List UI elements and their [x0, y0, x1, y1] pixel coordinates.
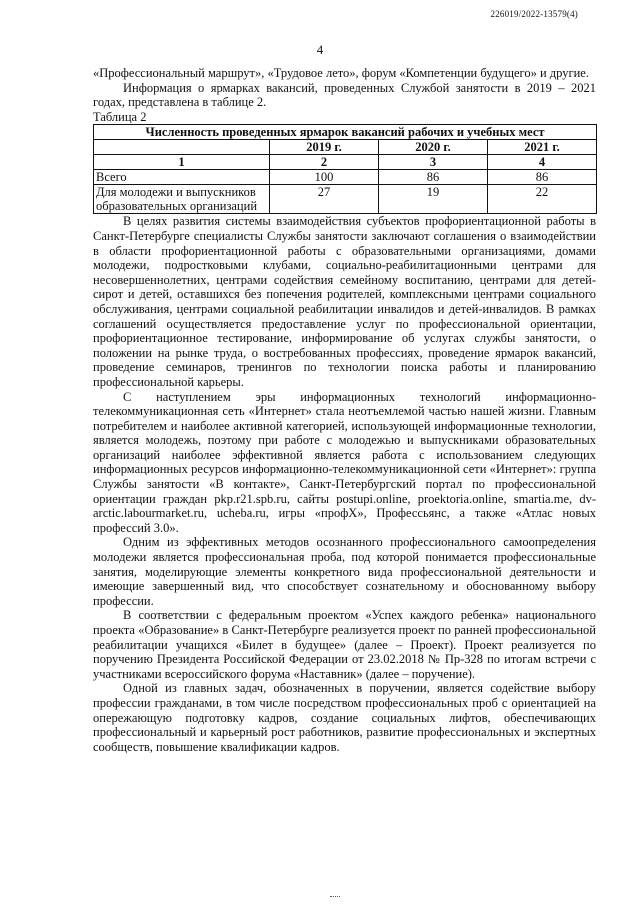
paragraph: В целях развития системы взаимодействия субъектов профориентационной работы в Санкт-Петербурге специалисты Службы занятости заключают соглашения о взаимодействии в области профориентационной работы с образовательными организациями, домами молодежи, подростковыми клубами, социально-реабилитационными центрами для несовершеннолетних, центрами содействия семейному воспитанию, центрами для детей-сирот и детей, оставшихся без попечения родителей, комплексными центрами социального обслуживания, центрами социальной реабилитации инвалидов и детей-инвалидов. В рамках соглашений осуществляется предоставление услуг по профессиональной ориентации, профориентационное тестирование, информирование об услугах службы занятости, о положении на рынке труда, о востребованных профессиях, проведение ярмарок вакансий, проведение семинаров, тренингов по технологии поиска работы и планированию профессиональной карьеры. [93, 214, 596, 389]
paragraph: В соответствии с федеральным проектом «Успех каждого ребенка» национального проекта «Образование» в Санкт-Петербурге реализуется проект по ранней профессиональной реабилитации учащихся «Билет в будущее» (далее – Проект). Проект реализуется по поручению Президента Российской Федерации от 23.02.2018 № Пр-328 по итогам встречи с участниками всероссийского форума «Наставник» (далее – поручение). [93, 608, 596, 681]
table-cell: 100 [270, 170, 379, 185]
table-row-label: Для молодежи и выпускников образовательных организаций [94, 185, 270, 214]
table-cell: 22 [488, 185, 597, 214]
paragraph: С наступлением эры информационных технологий информационно-телекоммуникационная сеть «Интернет» стала неотъемлемой частью нашей жизни. Главным потребителем и наиболее активной категорией, использующей информационные технологии, является молодежь, поэтому при работе с молодежью и выпускниками образовательных организаций наиболее эффективной является работа с использованием следующих информационных ресурсов информационно-телекоммуникационной сети «Интернет»: группа Службы занятости «В контакте», Санкт-Петербургский портал по профессиональной ориентации граждан pkp.r21.spb.ru, сайты postupi.online, proektoria.online, smartia.me, dv-arctic.labourmarket.ru, ucheba.ru, игры «профХ», Профессьянс, а также «Атлас новых профессий 3.0». [93, 389, 596, 535]
paragraph: Одной из главных задач, обозначенных в поручении, является содействие выбору профессии гражданами, в том числе посредством профессиональных проб с ориентацией на опережающую подготовку кадров, создание социальных лифтов, обеспечивающих профессиональный и карьерный рост работников, развитие профессиональных и экспертных сообществ, повышение квалификации кадров. [93, 681, 596, 754]
table-colnum: 3 [379, 155, 488, 170]
table-cell: 27 [270, 185, 379, 214]
table-header-year: 2019 г. [270, 140, 379, 155]
table-colnum: 4 [488, 155, 597, 170]
table-cell: 19 [379, 185, 488, 214]
table-row-label: Всего [94, 170, 270, 185]
table-cell: 86 [488, 170, 597, 185]
document-body [93, 66, 596, 754]
paragraph: Информация о ярмарках вакансий, проведенных Службой занятости в 2019 – 2021 годах, представлена в таблице 2. [93, 80, 596, 110]
table-caption: Таблица 2 [93, 109, 147, 124]
page-number: 4 [316, 42, 324, 57]
table-row [94, 170, 597, 185]
job-fairs-table [93, 124, 597, 214]
table-colnum: 1 [94, 155, 270, 170]
table-title: Численность проведенных ярмарок вакансий рабочих и учебных мест [94, 125, 597, 140]
table-colnum-row [94, 155, 597, 170]
table-title-row [94, 125, 597, 140]
table-colnum: 2 [270, 155, 379, 170]
table-row [94, 185, 597, 214]
paragraph: Одним из эффективных методов осознанного профессионального самоопределения молодежи является профессиональная проба, под которой понимается профессиональные занятия, моделирующие элементы конкретного вида профессиональной деятельности и имеющие завершенный вид, что способствует сознательному и обоснованному выбору профессии. [93, 535, 596, 608]
page-bottom-mark [330, 896, 340, 900]
table-header-row [94, 140, 597, 155]
document-number: 226019/2022-13579(4) [490, 9, 578, 19]
table-header-year: 2020 г. [379, 140, 488, 155]
table-header-empty [94, 140, 270, 155]
table-cell: 86 [379, 170, 488, 185]
paragraph: «Профессиональный маршрут», «Трудовое лето», форум «Компетенции будущего» и другие. [93, 66, 589, 80]
table-header-year: 2021 г. [488, 140, 597, 155]
